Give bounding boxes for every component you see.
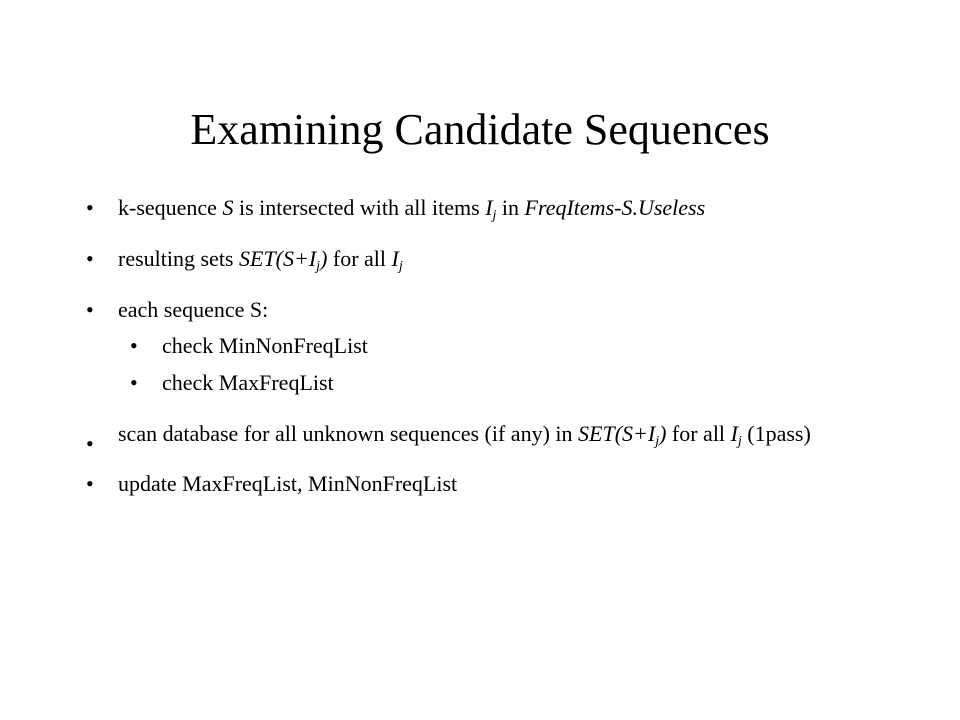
bullet-scan-database	[86, 408, 918, 459]
bullet-dot: •	[86, 195, 94, 220]
bullet-dot: •	[130, 333, 138, 358]
bullet-list	[86, 193, 946, 520]
bullet-text: resulting sets $SET(S+I_j)$ for all $I_j$	[118, 246, 403, 274]
sub-bullet-list	[130, 331, 946, 398]
bullet-intersection	[86, 193, 946, 223]
bullet-text: check MaxFreqList	[162, 370, 334, 395]
bullet-dot: •	[86, 431, 94, 456]
bullet-text: scan database for all unknown sequences (if any) in $SET(S+I_j)$ for all $I_j$ (1pass)	[118, 421, 811, 449]
bullet-text: update MaxFreqList, MinNonFreqList	[118, 471, 458, 496]
bullet-resulting-sets	[86, 244, 946, 274]
bullet-dot: •	[86, 297, 94, 322]
bullet-text: each sequence S:	[118, 297, 269, 322]
sub-bullet-min-nonfreq	[130, 331, 946, 361]
bullet-update-lists	[86, 469, 946, 499]
bullet-each-sequence	[86, 295, 946, 325]
bullet-text: k-sequence S is intersected with all items $I_j$ in FreqItems-S.Useless	[118, 195, 706, 223]
bullet-dot: •	[86, 471, 94, 496]
bullet-text: check MinNonFreqList	[162, 333, 368, 358]
bullet-dot: •	[130, 370, 138, 395]
sub-bullet-max-freq	[130, 368, 946, 398]
bullet-dot: •	[86, 246, 94, 271]
slide-title: Examining Candidate Sequences	[190, 105, 770, 154]
